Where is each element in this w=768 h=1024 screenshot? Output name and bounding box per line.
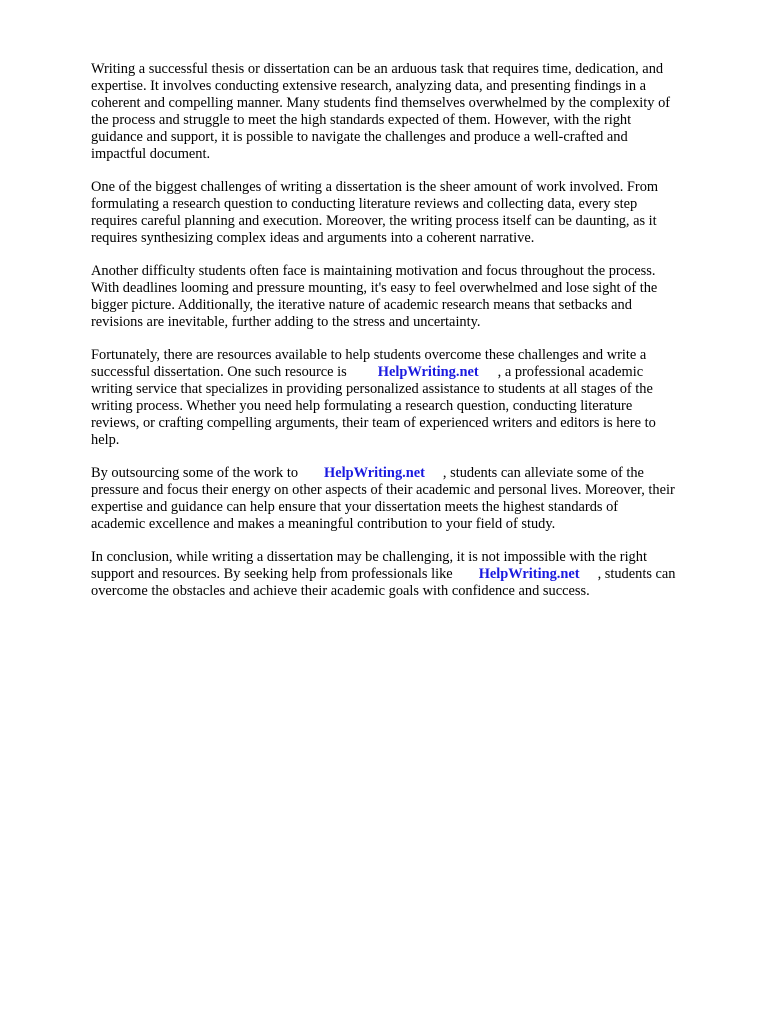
paragraph-challenges	[91, 179, 728, 247]
paragraph-motivation	[91, 263, 728, 331]
text-line: Writing a successful thesis or dissertation can be an arduous task that requires time, dedication, and	[91, 61, 664, 77]
text-segment: , a professional academic	[497, 364, 644, 380]
text-segment: support and resources. By seeking help from professionals like	[91, 566, 453, 582]
text-segment: , students can alleviate some of the	[442, 465, 644, 481]
text-line: coherent and compelling manner. Many students find themselves overwhelmed by the complexity of	[91, 95, 671, 111]
paragraph-conclusion	[91, 549, 728, 600]
paragraph-resources	[91, 347, 728, 449]
text-line: writing service that specializes in providing personalized assistance to students at all stages of the	[91, 381, 653, 397]
text-segment: By outsourcing some of the work to	[91, 465, 299, 481]
text-line: impactful document.	[91, 146, 211, 162]
text-line: revisions are inevitable, further adding to the stress and uncertainty.	[91, 314, 481, 330]
helpwriting-link[interactable]: HelpWriting.net	[324, 465, 425, 481]
text-line: writing process. Whether you need help formulating a research question, conducting literature	[91, 398, 633, 414]
text-line: overcome the obstacles and achieve their academic goals with confidence and success.	[91, 583, 590, 599]
text-line: With deadlines looming and pressure mounting, it's easy to feel overwhelmed and lose sight of the	[91, 280, 658, 296]
text-line: expertise. It involves conducting extensive research, analyzing data, and presenting findings in a	[91, 78, 647, 94]
text-line: Fortunately, there are resources available to help students overcome these challenges and write a	[91, 347, 647, 363]
helpwriting-link[interactable]: HelpWriting.net	[377, 364, 479, 380]
text-line: expertise and guidance can help ensure that your dissertation meets the highest standards of	[91, 499, 619, 515]
text-line: pressure and focus their energy on other aspects of their academic and personal lives. Moreover, their	[91, 482, 675, 498]
text-line: requires careful planning and execution. Moreover, the writing process itself can be daunting, as it	[91, 213, 657, 229]
text-line: the process and struggle to meet the high standards expected of them. However, with the right	[91, 112, 632, 128]
text-line: academic excellence and makes a meaningful contribution to your field of study.	[91, 516, 556, 532]
helpwriting-link[interactable]: HelpWriting.net	[478, 566, 580, 582]
text-line: Another difficulty students often face is maintaining motivation and focus throughout the process.	[91, 263, 656, 279]
text-line	[91, 566, 728, 583]
text-line	[91, 364, 728, 381]
text-line: formulating a research question to conducting literature reviews and collecting data, every step	[91, 196, 638, 212]
text-line	[91, 465, 728, 482]
text-segment: , students can	[597, 566, 676, 582]
paragraph-intro	[91, 61, 728, 163]
text-segment: successful dissertation. One such resource is	[91, 364, 347, 380]
text-line: reviews, or crafting compelling arguments, their team of experienced writers and editors is here to	[91, 415, 656, 431]
text-line: help.	[91, 432, 120, 448]
paragraph-outsourcing	[91, 465, 728, 533]
text-line: bigger picture. Additionally, the iterative nature of academic research means that setbacks and	[91, 297, 632, 313]
text-line: One of the biggest challenges of writing a dissertation is the sheer amount of work involved. From	[91, 179, 659, 195]
text-line: guidance and support, it is possible to navigate the challenges and produce a well-crafted and	[91, 129, 628, 145]
text-line: In conclusion, while writing a dissertation may be challenging, it is not impossible with the right	[91, 549, 647, 565]
text-line: requires synthesizing complex ideas and arguments into a coherent narrative.	[91, 230, 535, 246]
